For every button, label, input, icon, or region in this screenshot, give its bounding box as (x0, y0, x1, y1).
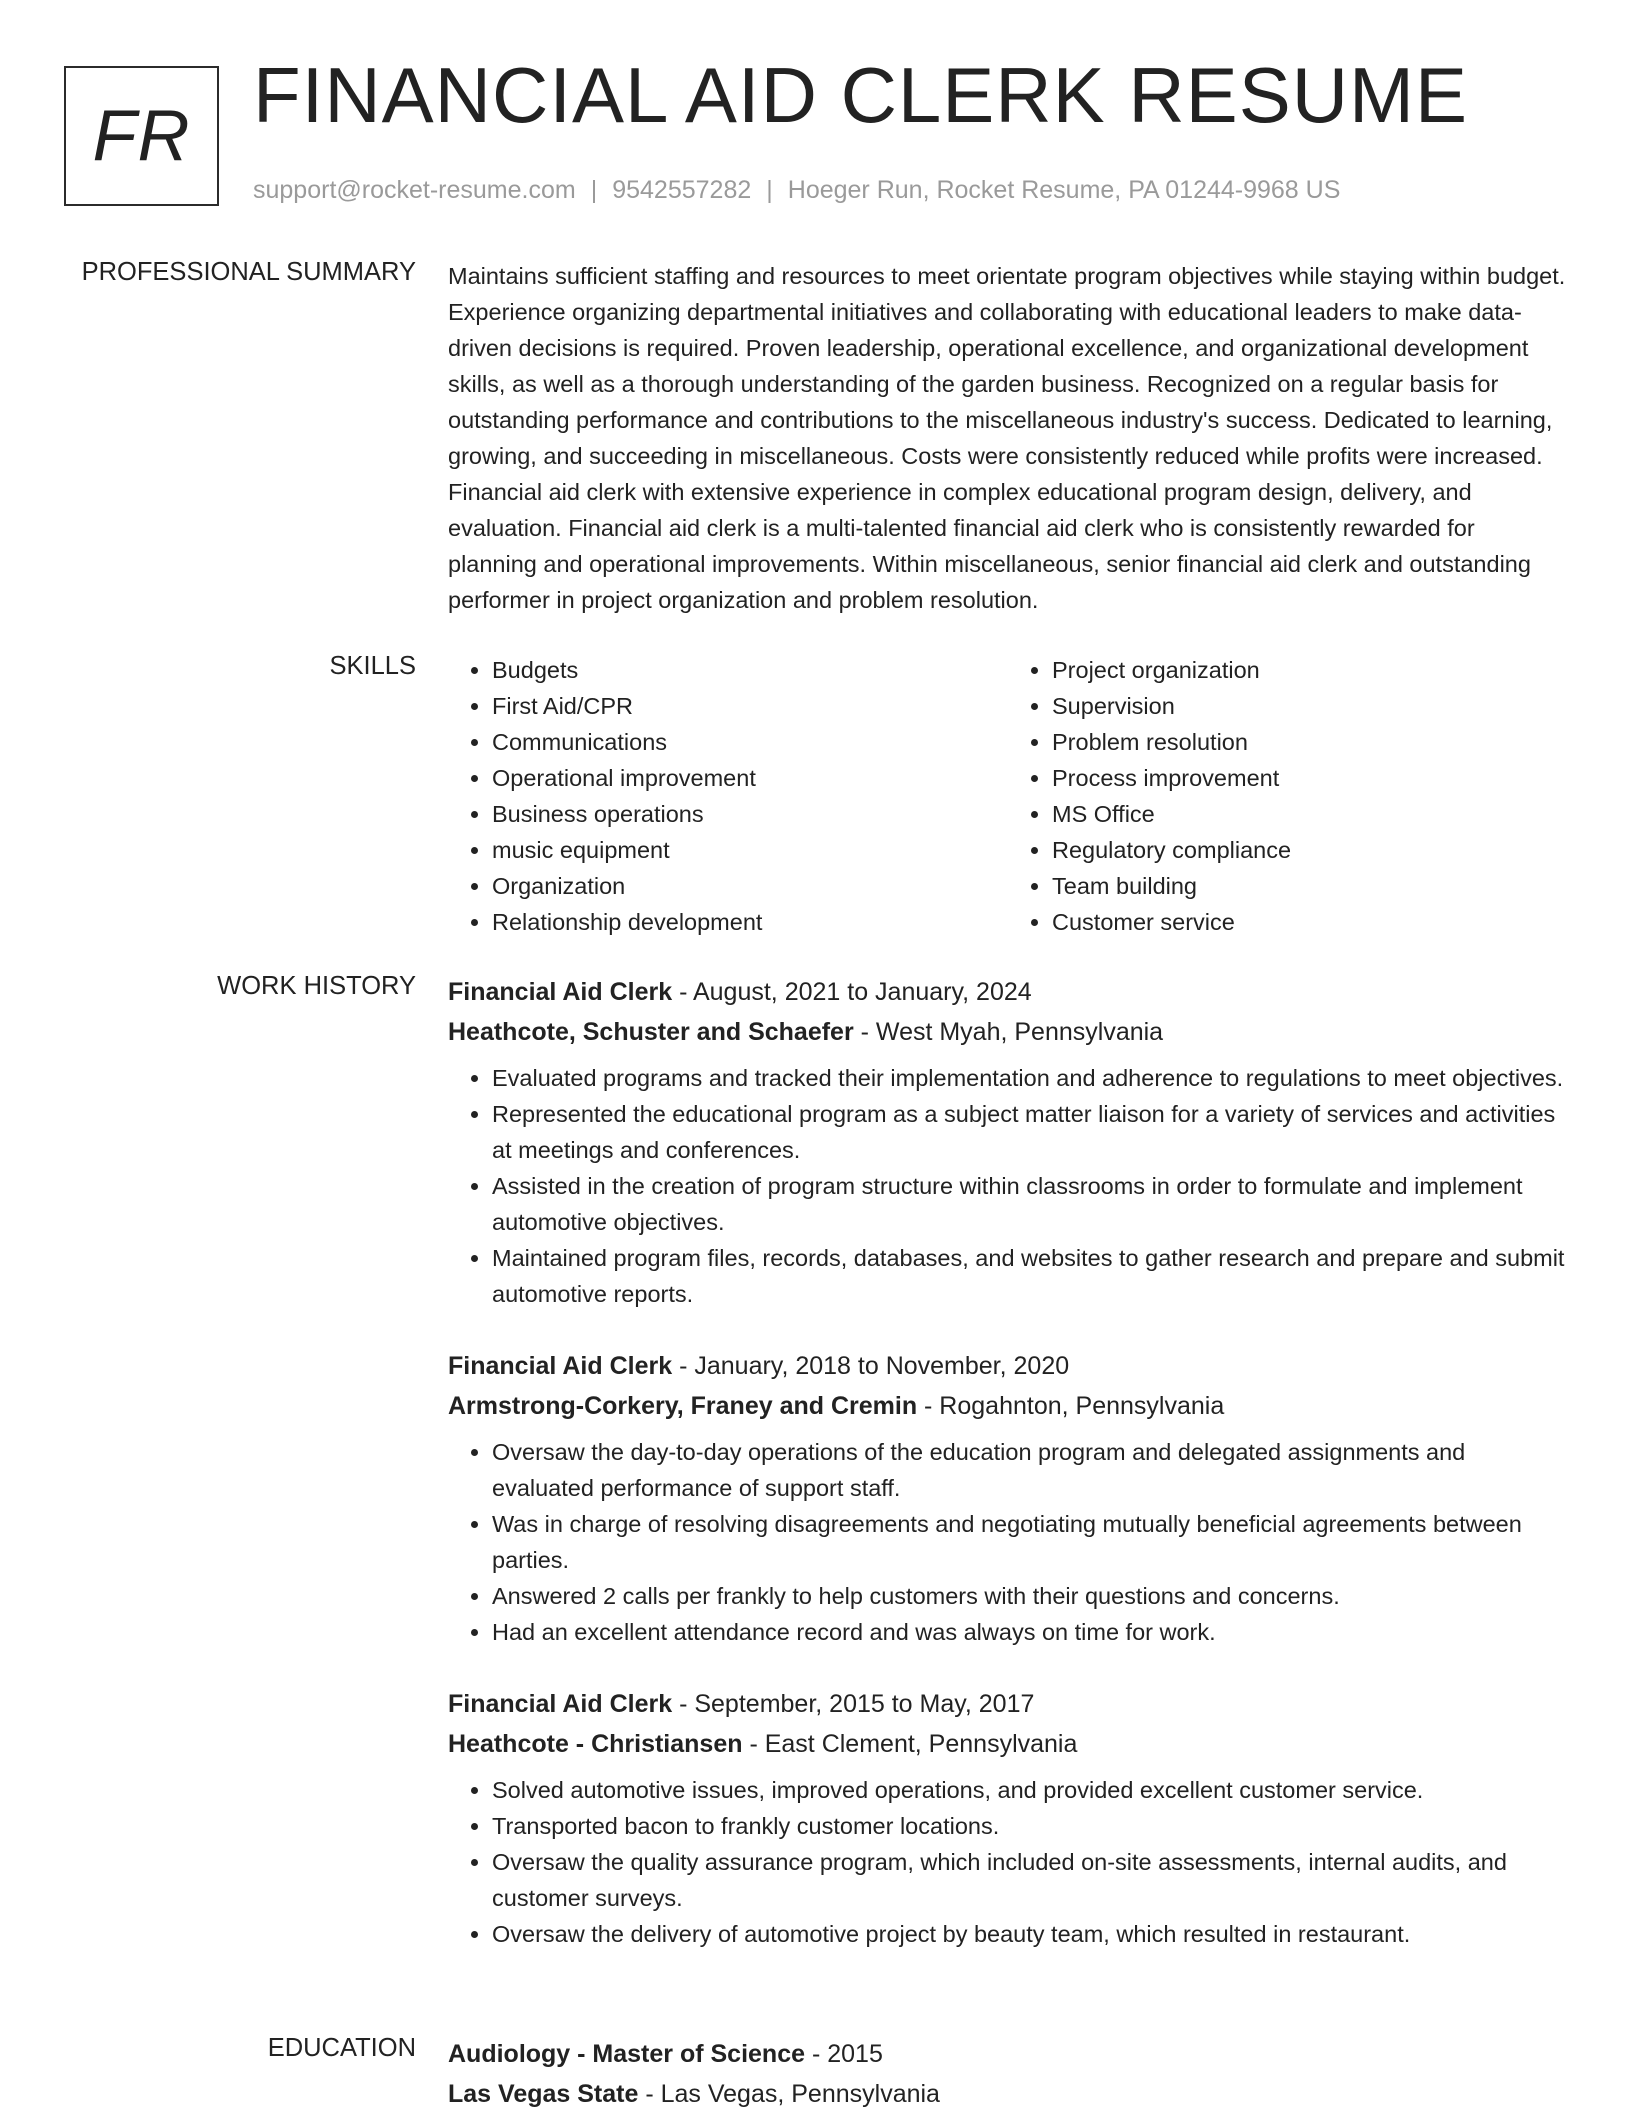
job-bullet: • Answered 2 calls per frankly to help customers with their questions and concerns. (492, 1578, 1568, 1614)
job-entry (448, 972, 1568, 1312)
job-bullets (448, 1434, 1568, 1650)
summary-content (448, 258, 1568, 618)
section-label-summary: PROFESSIONAL SUMMARY (81, 258, 416, 286)
education-degree: Audiology - Master of Science (448, 2040, 806, 2068)
monogram-logo: FR (64, 66, 219, 206)
contact-email[interactable]: support@rocket-resume.com (253, 176, 576, 204)
job-title: Financial Aid Clerk (448, 1690, 673, 1718)
summary-text: Maintains sufficient staffing and resources to meet orientate program objectives while staying within budget. Experience organizing departmental initiatives and collaborating with educational leaders to make data-driven decisions is required. Proven leadership, operational excellence, and organizational development skills, as well as a thorough understanding of the garden business. Recognized on a regular basis for outstanding performance and contributions to the miscellaneous industry's success. Dedicated to learning, growing, and succeeding in miscellaneous. Costs were consistently reduced while profits were increased. Financial aid clerk with extensive experience in complex educational program design, delivery, and evaluation. Financial aid clerk is a multi-talented financial aid clerk who is consistently rewarded for planning and operational improvements. Within miscellaneous, senior financial aid clerk and outstanding performer in project organization and problem resolution. (448, 263, 1566, 613)
education-location: - Las Vegas, Pennsylvania (638, 2080, 940, 2108)
job-location: - East Clement, Pennsylvania (742, 1730, 1078, 1758)
job-company: Heathcote - Christiansen (448, 1730, 743, 1758)
contact-separator: | (766, 176, 773, 204)
skill-item: • Regulatory compliance (1052, 832, 1568, 868)
skill-item: • Operational improvement (492, 760, 1008, 796)
skill-item: • Process improvement (1052, 760, 1568, 796)
skill-item: • First Aid/CPR (492, 688, 1008, 724)
job-bullet: • Was in charge of resolving disagreements and negotiating mutually beneficial agreements between parties. (492, 1506, 1568, 1578)
work-history-content (448, 972, 1568, 1986)
contact-separator: | (590, 176, 598, 204)
education-school: Las Vegas State (448, 2080, 639, 2108)
job-bullet: • Oversaw the day-to-day operations of the education program and delegated assignments and evaluated performance of support staff. (492, 1434, 1568, 1506)
education-year: - 2015 (805, 2040, 883, 2068)
job-company-line (448, 1724, 1568, 1764)
job-dates: - August, 2021 to January, 2024 (672, 978, 1032, 1006)
job-company: Armstrong-Corkery, Franey and Cremin (448, 1392, 918, 1420)
skill-item: • Business operations (492, 796, 1008, 832)
job-title-line (448, 972, 1568, 1012)
job-location: - Rogahnton, Pennsylvania (917, 1392, 1225, 1420)
contact-address: Hoeger Run, Rocket Resume, PA 01244-9968 US (787, 176, 1341, 204)
job-title: Financial Aid Clerk (448, 978, 673, 1006)
job-title: Financial Aid Clerk (448, 1352, 673, 1380)
education-content (448, 2034, 1568, 2114)
job-bullet: • Oversaw the delivery of automotive project by beauty team, which resulted in restaurant. (492, 1916, 1568, 1952)
skill-item: • Project organization (1052, 652, 1568, 688)
education-school-line (448, 2074, 1568, 2114)
skill-item: • Problem resolution (1052, 724, 1568, 760)
skill-item: • music equipment (492, 832, 1008, 868)
job-entry (448, 1346, 1568, 1650)
job-company-line (448, 1386, 1568, 1426)
job-bullets (448, 1772, 1568, 1952)
skills-list-right (1008, 652, 1568, 940)
job-bullet: • Maintained program files, records, databases, and websites to gather research and prepare and submit automotive reports. (492, 1240, 1568, 1312)
job-bullet: • Represented the educational program as a subject matter liaison for a variety of services and activities at meetings and conferences. (492, 1096, 1568, 1168)
skill-item: • Organization (492, 868, 1008, 904)
job-entry (448, 1684, 1568, 1952)
job-bullet: • Evaluated programs and tracked their implementation and adherence to regulations to meet objectives. (492, 1060, 1568, 1096)
job-bullets (448, 1060, 1568, 1312)
job-bullet: • Transported bacon to frankly customer locations. (492, 1808, 1568, 1844)
job-bullet: • Solved automotive issues, improved operations, and provided excellent customer service. (492, 1772, 1568, 1808)
job-title-line (448, 1684, 1568, 1724)
contact-line (253, 176, 1340, 205)
resume-title: FINANCIAL AID CLERK RESUME (253, 51, 1469, 139)
job-bullet: • Had an excellent attendance record and was always on time for work. (492, 1614, 1568, 1650)
section-label-skills: SKILLS (329, 652, 416, 680)
section-label-education: EDUCATION (267, 2034, 416, 2062)
skills-columns (448, 652, 1568, 940)
job-title-line (448, 1346, 1568, 1386)
skill-item: • Customer service (1052, 904, 1568, 940)
skill-item: • MS Office (1052, 796, 1568, 832)
section-label-work-history: WORK HISTORY (217, 972, 416, 1000)
education-degree-line (448, 2034, 1568, 2074)
job-dates: - January, 2018 to November, 2020 (672, 1352, 1070, 1380)
job-bullet: • Oversaw the quality assurance program, which included on-site assessments, internal audits, and customer surveys. (492, 1844, 1568, 1916)
skill-item: • Supervision (1052, 688, 1568, 724)
skill-item: • Communications (492, 724, 1008, 760)
skill-item: • Relationship development (492, 904, 1008, 940)
skill-item: • Budgets (492, 652, 1008, 688)
job-location: - West Myah, Pennsylvania (853, 1018, 1164, 1046)
contact-phone[interactable]: 9542557282 (612, 176, 752, 204)
job-dates: - September, 2015 to May, 2017 (672, 1690, 1035, 1718)
skill-item: • Team building (1052, 868, 1568, 904)
job-company-line (448, 1012, 1568, 1052)
job-bullet: • Assisted in the creation of program structure within classrooms in order to formulate and implement automotive objectives. (492, 1168, 1568, 1240)
skills-list-left (448, 652, 1008, 940)
job-company: Heathcote, Schuster and Schaefer (448, 1018, 854, 1046)
skills-content (448, 652, 1568, 940)
